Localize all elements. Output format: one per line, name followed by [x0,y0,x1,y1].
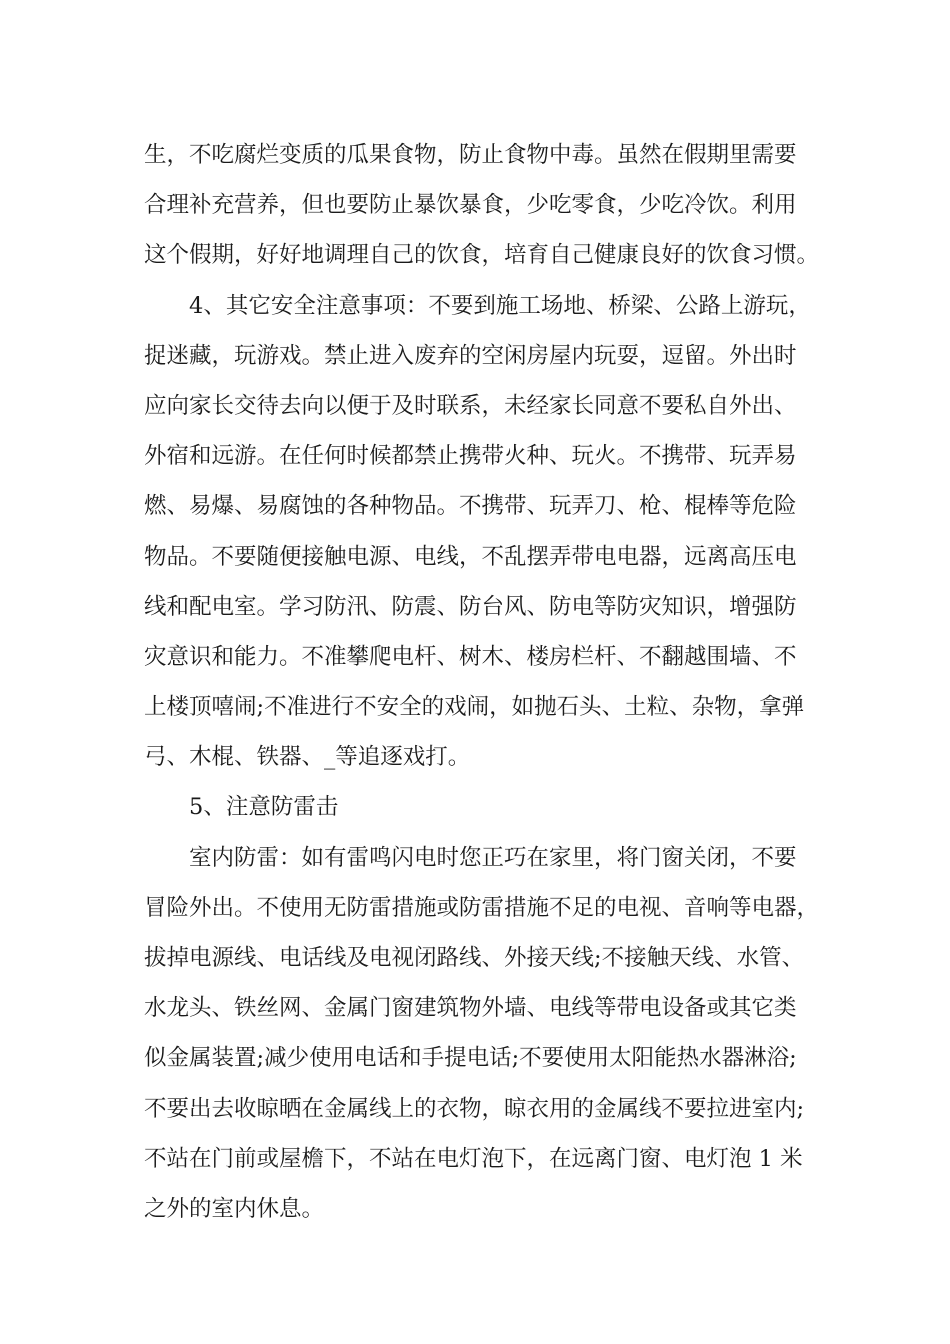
text-line: 4、其它安全注意事项：不要到施工场地、桥梁、公路上游玩， [189,292,811,319]
text-line: 应向家长交待去向以便于及时联系，未经家长同意不要私自外出、 [144,392,797,419]
section-heading: 5、注意防雷击 [189,794,339,821]
body-text [144,130,820,1234]
text-line: 不要出去收晾晒在金属线上的衣物，晾衣用的金属线不要拉进室内; [144,1095,805,1122]
text-line: 灾意识和能力。不准攀爬电杆、树木、楼房栏杆、不翻越围墙、不 [144,643,797,670]
text-line: 捉迷藏，玩游戏。禁止进入废弃的空闲房屋内玩耍，逗留。外出时 [144,342,797,369]
text-line: 之外的室内休息。 [144,1195,325,1222]
text-line: 燃、易爆、易腐蚀的各种物品。不携带、玩弄刀、枪、棍棒等危险 [144,493,797,520]
text-line: 外宿和远游。在任何时候都禁止携带火种、玩火。不携带、玩弄易 [144,443,797,470]
text-line: 不站在门前或屋檐下，不站在电灯泡下，在远离门窗、电灯泡 1 米 [144,1145,803,1172]
text-line: 水龙头、铁丝网、金属门窗建筑物外墙、电线等带电设备或其它类 [144,995,797,1022]
text-line: 弓、木棍、铁器、_等追逐戏打。 [144,744,471,771]
text-line: 似金属装置;减少使用电话和手提电话;不要使用太阳能热水器淋浴; [144,1045,797,1072]
text-line: 线和配电室。学习防汛、防震、防台风、防电等防灾知识，增强防 [144,593,797,620]
text-line: 室内防雷：如有雷鸣闪电时您正巧在家里，将门窗关闭，不要 [189,844,797,871]
text-line: 合理补充营养，但也要防止暴饮暴食，少吃零食，少吃冷饮。利用 [144,192,797,219]
text-line: 上楼顶嘻闹;不准进行不安全的戏闹，如抛石头、土粒、杂物，拿弹 [144,694,805,721]
text-line: 冒险外出。不使用无防雷措施或防雷措施不足的电视、音响等电器， [144,894,820,921]
text-line: 拔掉电源线、电话线及电视闭路线、外接天线;不接触天线、水管、 [144,945,805,971]
text-line: 这个假期，好好地调理自己的饮食，培育自己健康良好的饮食习惯。 [144,242,820,269]
text-line: 物品。不要随便接触电源、电线，不乱摆弄带电电器，远离高压电 [144,543,797,570]
text-line: 生，不吃腐烂变质的瓜果食物，防止食物中毒。虽然在假期里需要 [144,142,797,168]
